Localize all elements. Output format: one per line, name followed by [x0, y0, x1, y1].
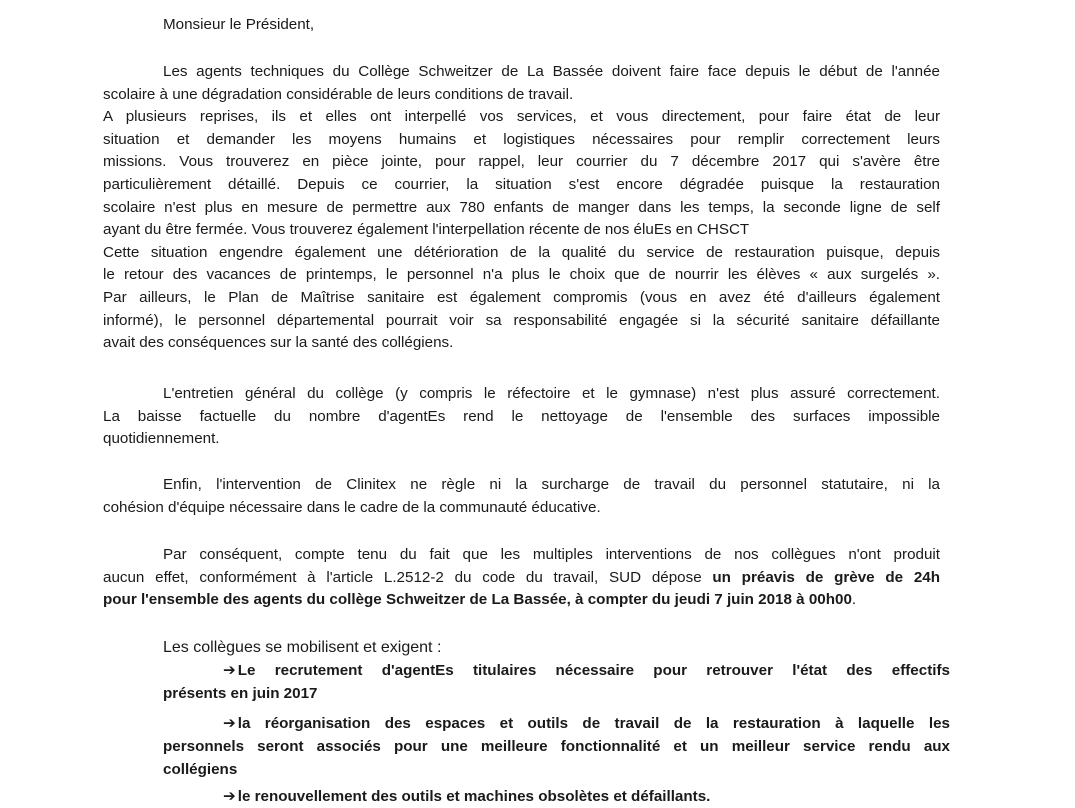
demands-intro: Les collègues se mobilisent et exigent : — [163, 639, 442, 656]
arrow-right-icon: ➔ — [223, 715, 236, 732]
text-line: scolaire n'est plus en mesure de permettre aux 780 enfants de manger dans les temps, la seconde ligne de self — [103, 198, 940, 216]
text-line: L'entretien général du collège (y compris le réfectoire et le gymnase) n'est plus assuré correctement. — [163, 385, 940, 402]
demand-item — [163, 712, 950, 735]
arrow-right-icon: ➔ — [223, 662, 236, 679]
text-line: situation et demander les moyens humains et logistiques nécessaires pour remplir correctement leurs — [103, 130, 940, 148]
text-line: scolaire à une dégradation considérable de leurs conditions de travail. — [103, 85, 574, 103]
text-line: avait des conséquences sur la santé des collégiens. — [103, 334, 454, 352]
salutation: Monsieur le Président, — [163, 16, 315, 33]
text-line: quotidiennement. — [103, 430, 220, 448]
text-line: ayant du être fermée. Vous trouverez également l'interpellation récente de nos éluEs en CHSCT — [103, 221, 750, 239]
demand-item — [163, 659, 950, 682]
text-line: le retour des vacances de printemps, le personnel n'a plus le choix que de nourrir les élèves « aux surgelés ». — [103, 266, 940, 284]
paragraph-conditions — [103, 61, 940, 355]
strike-notice-bold: un préavis de grève de 24h — [712, 568, 940, 586]
text-line: Les agents techniques du Collège Schweitzer de La Bassée doivent faire face depuis le début de l'année — [163, 63, 940, 80]
demand-item-continued: personnels seront associés pour une meilleure fonctionnalité et un meilleur service rendu aux — [163, 738, 950, 755]
text-normal: aucun effet, conformément à l'article L.2512-2 du code du travail, SUD dépose — [103, 568, 713, 586]
text-line: missions. Vous trouverez en pièce jointe, pour rappel, leur courrier du 7 décembre 2017 qui s'avère être — [103, 153, 940, 171]
paragraph-clinitex — [103, 474, 940, 519]
strike-notice-bold: pour l'ensemble des agents du collège Schweitzer de La Bassée, à compter du jeudi 7 juin 2018 à 00h00 — [103, 591, 852, 609]
paragraph-strike-notice — [103, 544, 940, 612]
demand-text: le renouvellement des outils et machines obsolètes et défaillants. — [237, 788, 711, 805]
demand-text: Le recrutement d'agentEs titulaires nécessaire pour retrouver l'état des effectifs — [237, 662, 950, 679]
text-line: informé), le personnel départemental pourrait voir sa responsabilité engagée si la sécurité sanitaire défaillante — [103, 311, 940, 329]
text-line: Par conséquent, compte tenu du fait que les multiples interventions de nos collègues n'ont produit — [163, 546, 940, 563]
demands-section — [163, 636, 950, 808]
demand-text: la réorganisation des espaces et outils de travail de la restauration à laquelle les — [237, 715, 950, 732]
text-line: A plusieurs reprises, ils et elles ont interpellé vos services, et vous directement, pour faire état de leur — [103, 108, 940, 126]
text-line: Cette situation engendre également une détérioration de la qualité du service de restauration puisque, depuis — [103, 243, 940, 261]
text-line — [103, 567, 940, 590]
text-normal: . — [851, 591, 857, 609]
arrow-right-icon: ➔ — [223, 788, 236, 805]
text-line: La baisse factuelle du nombre d'agentEs rend le nettoyage de l'ensemble des surfaces impossible — [103, 407, 940, 425]
text-line: Enfin, l'intervention de Clinitex ne règle ni la surcharge de travail du personnel statutaire, ni la — [163, 476, 940, 493]
demand-item-continued: collégiens — [163, 761, 238, 778]
text-line: cohésion d'équipe nécessaire dans le cadre de la communauté éducative. — [103, 498, 601, 516]
text-line — [103, 589, 940, 612]
demand-item — [163, 785, 950, 808]
text-line: particulièrement détaillé. Depuis ce courrier, la situation s'est encore dégradée puisque la restauration — [103, 175, 940, 193]
text-line: Par ailleurs, le Plan de Maîtrise sanitaire est également compromis (vous en avez été d'ailleurs également — [103, 288, 940, 306]
paragraph-cleaning — [103, 383, 940, 451]
demand-item-continued: présents en juin 2017 — [163, 685, 318, 702]
